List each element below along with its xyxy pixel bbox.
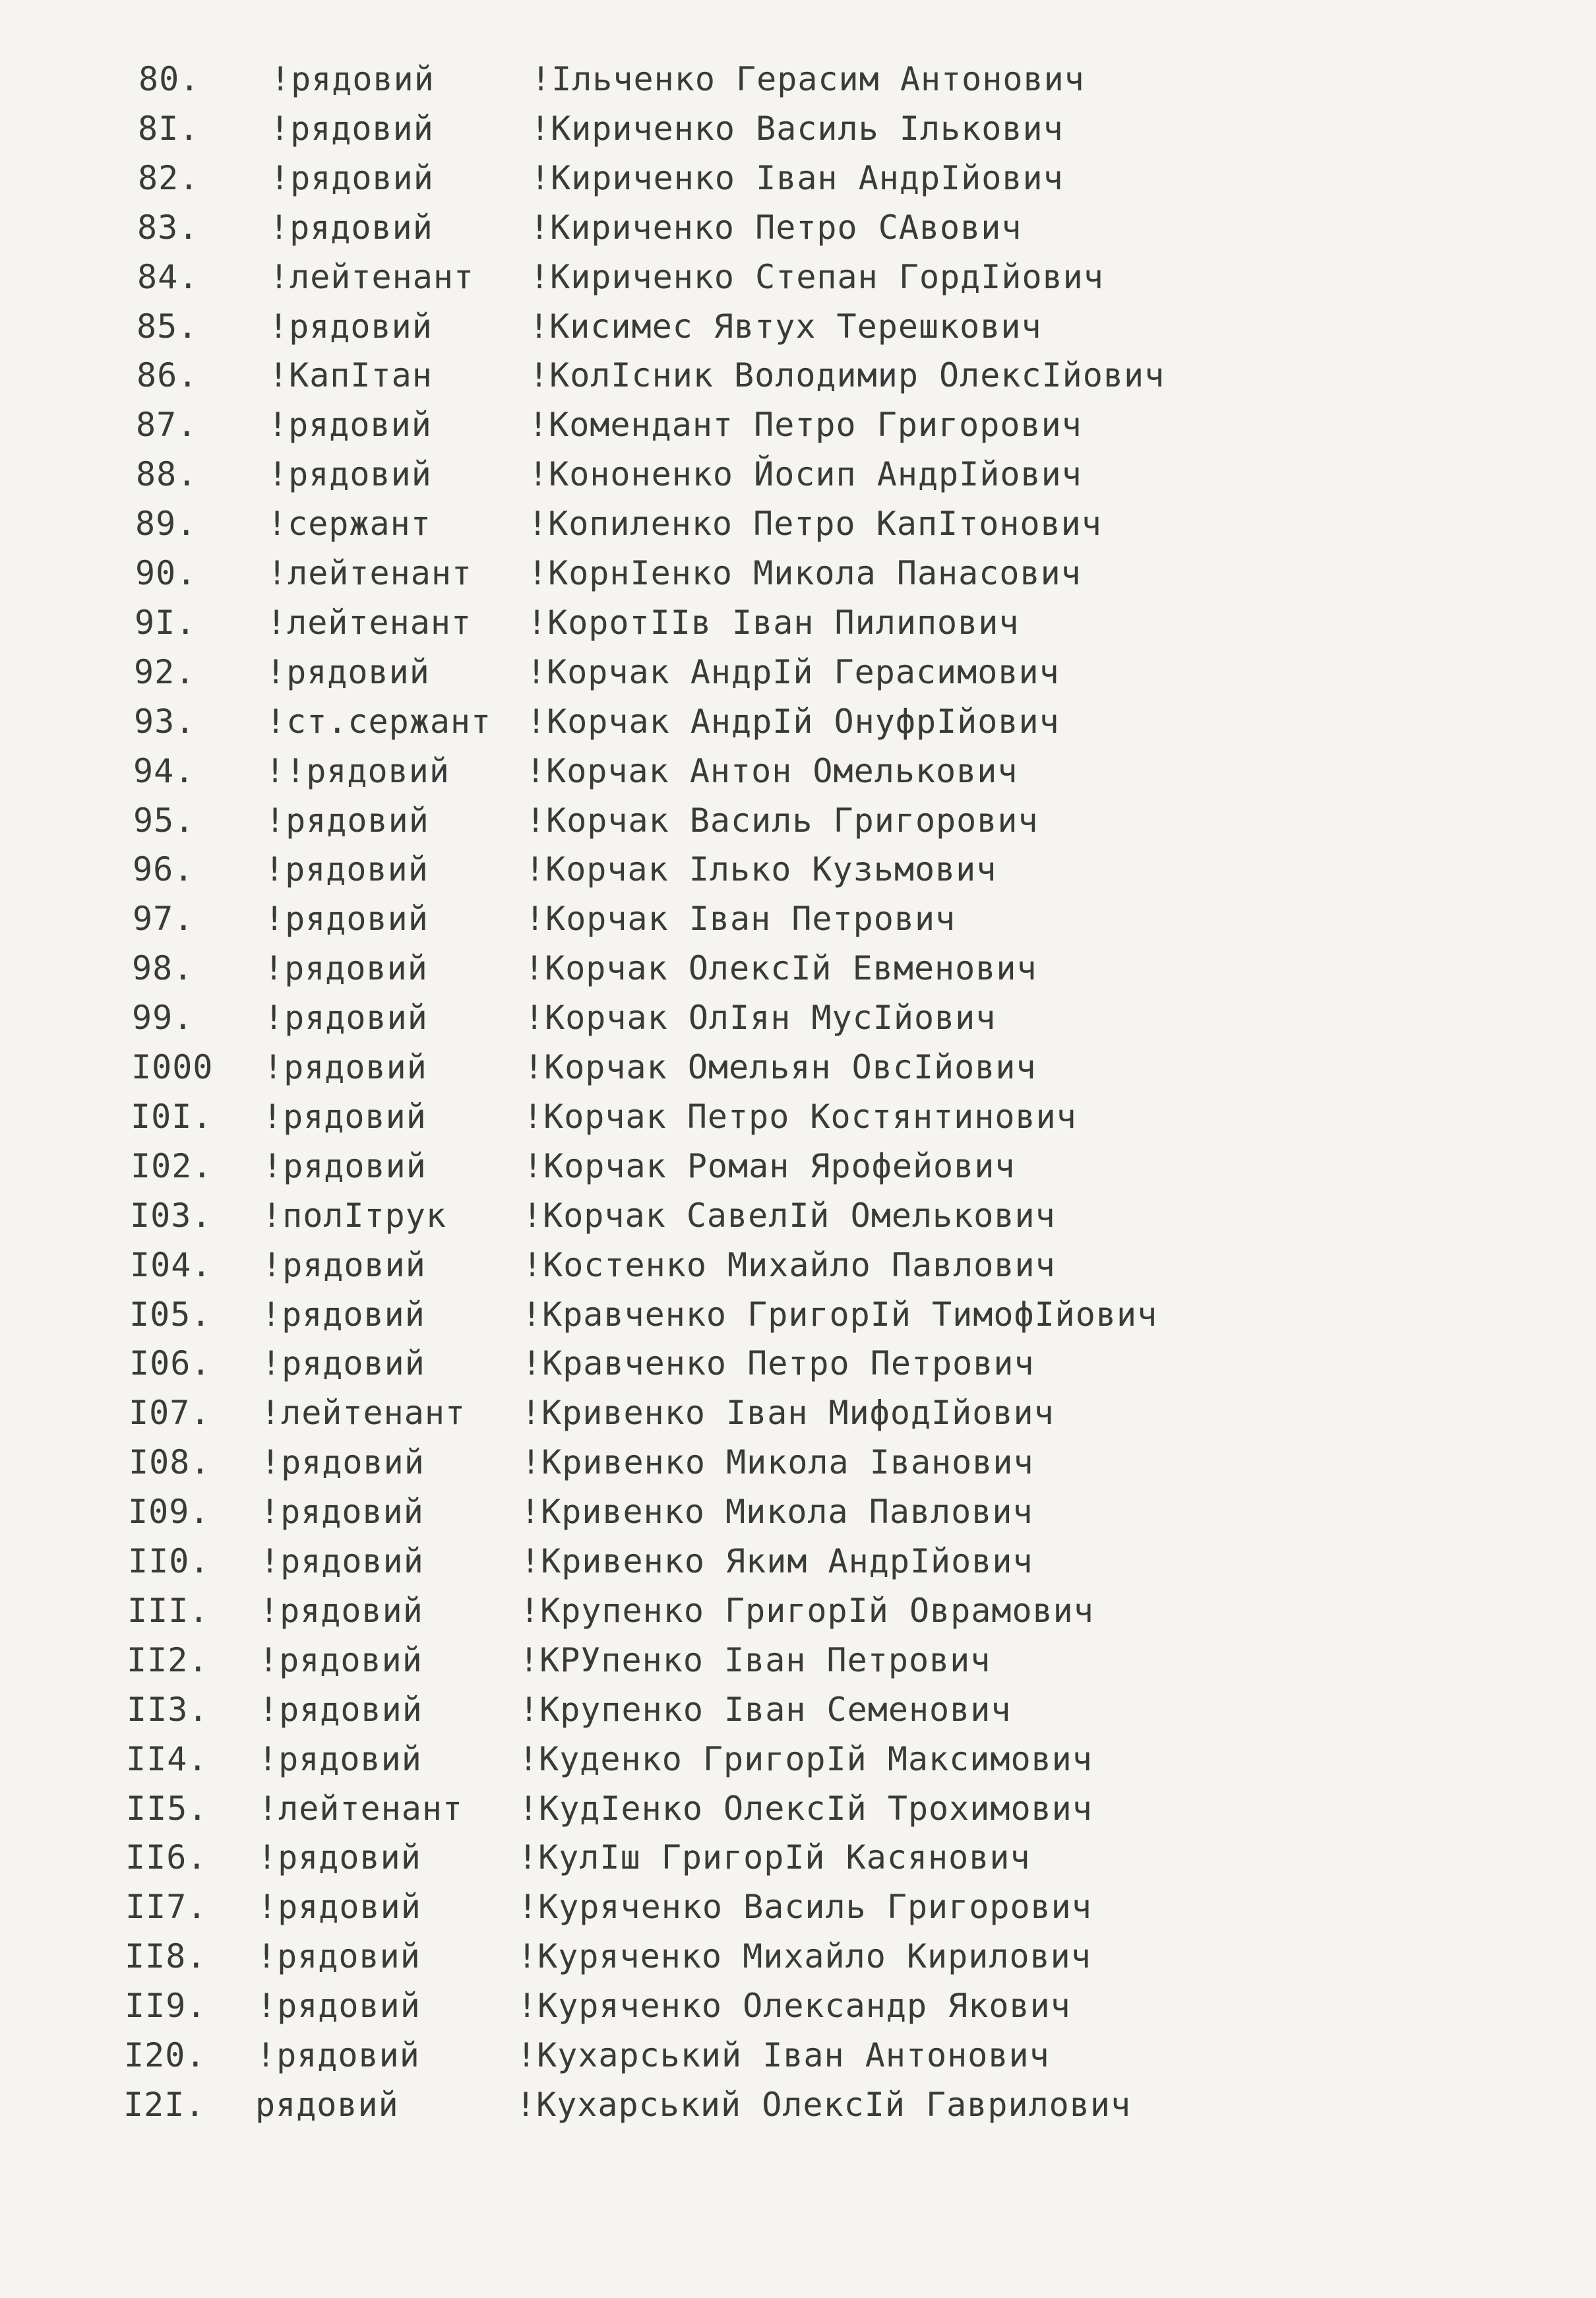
row-full-name: !Кравченко Петро Петрович [522,1344,1035,1382]
row-full-name: !Корчак Антон Омелькович [526,752,1018,790]
row-number: 8I. [138,109,200,148]
row-full-name: !Корчак Омельян ОвсІйович [524,1048,1037,1086]
row-number: II4. [126,1740,208,1778]
row-full-name: !Кисимес Явтух Терешкович [529,307,1042,346]
row-rank: !рядовий [261,1295,425,1334]
row-full-name: !КолІсник Володимир ОлексІйович [529,356,1165,394]
row-full-name: !Кривенко Микола Іванович [521,1443,1034,1481]
row-rank: !рядовий [259,1641,423,1679]
row-number: II9. [125,1987,207,2025]
row-full-name: !Корчак СавелІй Омелькович [522,1196,1056,1235]
row-rank: !лейтенант [269,258,475,296]
row-number: I000 [131,1048,214,1086]
row-full-name: !Корчак АндрІй Герасимович [526,653,1060,691]
row-rank: !рядовий [262,1098,427,1136]
row-rank: рядовий [255,2086,399,2124]
row-number: 89. [135,505,197,543]
row-number: 96. [133,850,195,888]
row-rank: !рядовий [265,801,429,840]
row-rank: !рядовий [263,1048,427,1086]
row-number: 9I. [135,604,197,642]
row-full-name: !Кравченко ГригорІй ТимофІйович [522,1295,1158,1334]
row-full-name: !КРУпенко Іван Петрович [519,1641,991,1679]
row-full-name: !КудІенко ОлексІй Трохимович [518,1789,1093,1828]
row-rank: !лейтенант [258,1789,464,1828]
row-number: 82. [138,159,200,197]
row-rank: !рядовий [266,653,430,691]
row-rank: !сержант [267,505,431,543]
row-number: I05. [129,1295,212,1334]
row-full-name: !Корчак Роман Ярофейович [523,1147,1016,1185]
row-rank: !лейтенант [267,554,473,592]
row-number: I2I. [123,2086,206,2124]
row-full-name: !Копиленко Петро КапІтонович [528,505,1102,543]
row-number: 98. [132,949,194,987]
row-rank: !рядовий [257,1838,421,1877]
row-number: 97. [133,900,195,938]
row-rank: !рядовий [264,999,428,1037]
row-number: I02. [131,1147,213,1185]
row-full-name: !Кухарський ОлексІй Гаврилович [516,2086,1132,2124]
row-number: 86. [137,356,199,394]
row-number: II8. [125,1937,207,1975]
row-full-name: !Кириченко Степан ГордІйович [530,258,1104,296]
row-full-name: !Корчак Іван Петрович [525,900,956,938]
row-full-name: !Куряченко Василь Григорович [518,1888,1092,1926]
row-number: I20. [124,2036,206,2074]
row-full-name: !Крупенко ГригорІй Оврамович [520,1592,1094,1630]
row-rank: !рядовий [257,1987,421,2025]
row-full-name: !Кириченко Василь Ількович [530,109,1064,148]
row-number: I03. [130,1196,212,1235]
row-rank: !рядовий [260,1493,424,1531]
row-number: 90. [135,554,197,592]
row-full-name: !Кириченко Петро САвович [530,208,1022,247]
row-full-name: !Корчак Василь Григорович [526,801,1039,840]
row-full-name: !Кононенко Йосип АндрІйович [528,455,1082,493]
row-full-name: !Кривенко Яким АндрІйович [520,1542,1033,1580]
row-full-name: !Кухарський Іван Антонович [516,2036,1050,2074]
row-full-name: !КорнІенко Микола Панасович [528,554,1082,592]
row-rank: !рядовий [261,1443,425,1481]
row-number: 85. [137,307,199,346]
row-rank: !КапІтан [268,356,433,394]
row-number: 80. [138,60,200,98]
row-number: II3. [127,1691,209,1729]
row-number: I04. [130,1246,212,1284]
row-number: 94. [133,752,195,790]
row-full-name: !Куряченко Олександр Якович [517,1987,1071,2025]
row-rank: !рядовий [257,1888,421,1926]
row-number: I0I. [131,1098,213,1136]
row-rank: !рядовий [260,1542,424,1580]
row-number: II7. [125,1888,208,1926]
row-number: 93. [134,702,196,741]
row-full-name: !Кривенко Микола Павлович [520,1493,1033,1531]
row-full-name: !Крупенко Іван Семенович [519,1691,1012,1729]
row-number: I08. [129,1443,211,1481]
row-full-name: !Корчак Ілько Кузьмович [525,850,997,888]
row-rank: !рядовий [270,159,434,197]
row-number: III. [127,1592,210,1630]
row-number: II6. [125,1838,208,1877]
row-rank: !!рядовий [265,752,450,790]
row-rank: !лейтенант [261,1394,466,1432]
row-rank: !рядовий [256,2036,420,2074]
row-rank: !рядовий [257,1937,421,1975]
row-full-name: !Ільченко Герасим Антонович [531,60,1085,98]
row-number: II2. [127,1641,209,1679]
row-full-name: !Куряченко Михайло Кирилович [517,1937,1091,1975]
row-rank: !рядовий [262,1246,426,1284]
row-full-name: !Корчак Петро Костянтинович [523,1098,1077,1136]
row-rank: !рядовий [261,1344,425,1382]
row-number: I07. [129,1394,211,1432]
row-full-name: !КоротІІв Іван Пилипович [527,604,1020,642]
row-rank: !рядовий [268,455,432,493]
row-number: 99. [132,999,194,1037]
row-number: 92. [134,653,196,691]
row-rank: !лейтенант [266,604,472,642]
row-rank: !рядовий [270,109,434,148]
row-full-name: !Костенко Михайло Павлович [522,1246,1056,1284]
row-rank: !рядовий [264,850,429,888]
row-full-name: !КулІш ГригорІй Касянович [518,1838,1031,1877]
row-number: 95. [133,801,195,840]
row-number: 88. [136,455,198,493]
row-number: I09. [128,1493,210,1531]
row-rank: !рядовий [268,406,432,444]
row-number: II5. [126,1789,208,1828]
row-number: 87. [136,406,198,444]
row-full-name: !Куденко ГригорІй Максимович [518,1740,1093,1778]
row-rank: !рядовий [269,208,433,247]
row-rank: !рядовий [259,1592,423,1630]
row-rank: !рядовий [264,949,428,987]
row-number: 83. [137,208,199,247]
row-full-name: !Кириченко Іван АндрІйович [530,159,1064,197]
row-rank: !рядовий [264,900,429,938]
row-rank: !полІтрук [262,1196,446,1235]
row-full-name: !Корчак ОлексІй Евменович [524,949,1037,987]
row-full-name: !Корчак ОлІян МусІйович [524,999,997,1037]
row-number: II0. [128,1542,210,1580]
row-rank: !ст.сержант [266,702,492,741]
row-full-name: !Комендант Петро Григорович [528,406,1082,444]
row-number: 84. [137,258,199,296]
row-rank: !рядовий [259,1691,423,1729]
row-rank: !рядовий [258,1740,422,1778]
row-rank: !рядовий [268,307,433,346]
row-full-name: !Корчак АндрІй ОнуфрІйович [526,702,1060,741]
row-number: I06. [129,1344,212,1382]
row-rank: !рядовий [262,1147,427,1185]
row-rank: !рядовий [270,60,435,98]
row-full-name: !Кривенко Іван МифодІйович [521,1394,1055,1432]
